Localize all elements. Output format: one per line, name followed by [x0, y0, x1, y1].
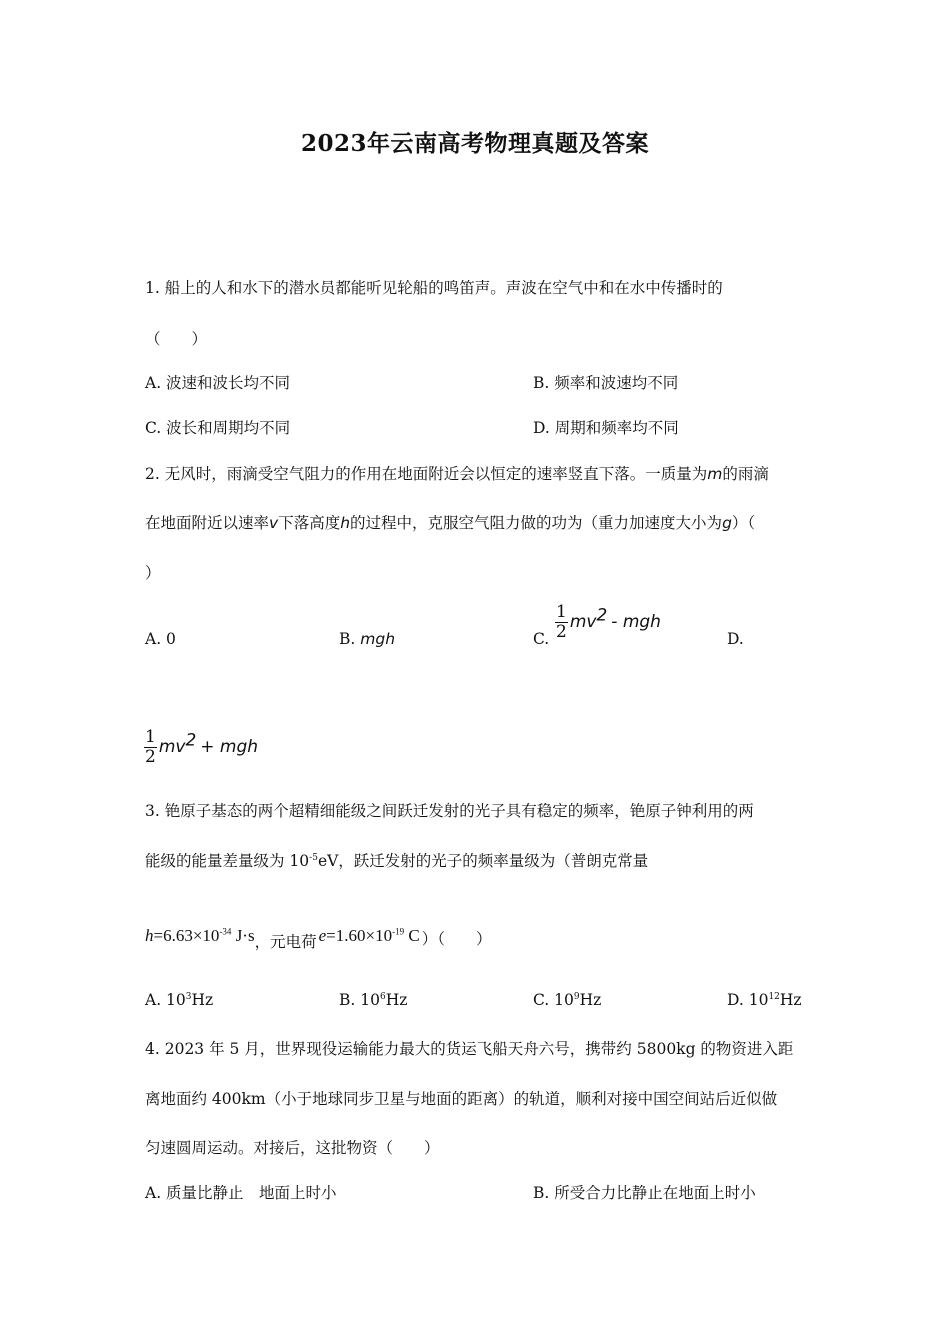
q2-text: 2. 无风时，雨滴受空气阻力的作用在地面附近会以恒定的速率竖直下落。一质量为 — [145, 465, 708, 483]
q3-option-c — [533, 991, 601, 1009]
q2-stem-line1 — [145, 462, 769, 484]
q2-option-d-formula — [144, 728, 258, 767]
numerator: 1 — [145, 727, 156, 747]
option-text: C. 10 — [533, 991, 574, 1009]
q1-option-c: C. 波长和周期均不同 — [145, 419, 291, 437]
formula-term: mv — [158, 737, 186, 757]
mass-variable: m — [707, 465, 723, 483]
option-formula: mgh — [360, 630, 396, 648]
e-unit: C — [404, 926, 420, 945]
q2-option-c-label: C. — [533, 630, 550, 648]
option-label: B. — [339, 630, 356, 648]
unit: Hz — [385, 991, 408, 1009]
option-text: D. 10 — [727, 991, 769, 1009]
exponent: 2 — [185, 730, 197, 751]
q2-option-d-label: D. — [727, 630, 744, 648]
velocity-variable: v — [269, 514, 279, 532]
q3-stem-line1: 3. 铯原子基态的两个超精细能级之间跃迁发射的光子具有稳定的频率，铯原子钟利用的两 — [145, 802, 754, 820]
q3-paren: ）（ ） — [421, 930, 492, 948]
q3-stem-line2 — [145, 849, 648, 871]
q3-option-a — [145, 991, 213, 1009]
q3-text: eV，跃迁发射的光子的频率量级为（普朗克常量 — [317, 852, 649, 870]
q2-option-c-formula — [555, 603, 661, 642]
q1-option-b: B. 频率和波速均不同 — [533, 374, 679, 392]
q2-text: 在地面附近以速率 — [145, 514, 270, 532]
h-value: =6.63×10 — [153, 926, 220, 945]
q2-option-b — [339, 630, 395, 648]
q4-stem-line2: 离地面约 400km（小于地球同步卫星与地面的距离）的轨道，顺利对接中国空间站后近似做 — [145, 1090, 778, 1108]
fraction — [144, 728, 157, 767]
option-text: B. 10 — [339, 991, 380, 1009]
q4-option-b: B. 所受合力比静止在地面上时小 — [533, 1184, 756, 1202]
q1-stem: 1. 船上的人和水下的潜水员都能听见轮船的鸣笛声。声波在空气中和在水中传播时的 — [145, 279, 723, 297]
q2-option-a: A. 0 — [145, 630, 176, 648]
denominator: 2 — [556, 622, 567, 642]
elementary-charge — [319, 926, 420, 945]
e-symbol: e — [318, 926, 327, 945]
q2-stem-line3: ） — [145, 564, 161, 582]
q1-paren: （ ） — [145, 330, 208, 348]
e-value: =1.60×10 — [326, 926, 393, 945]
h-symbol: h — [145, 926, 154, 945]
q2-text: ）（ — [731, 514, 756, 532]
formula-term: mv — [569, 612, 597, 632]
q4-stem-line1: 4. 2023 年 5 月，世界现役运输能力最大的货运飞船天舟六号，携带约 5800kg 的物资进入距 — [145, 1040, 794, 1058]
exponent: 9 — [573, 991, 580, 1002]
exponent: 2 — [596, 605, 608, 626]
exponent: -5 — [309, 852, 318, 863]
formula-term: + mgh — [200, 737, 259, 757]
option-text: A. 10 — [145, 991, 186, 1009]
q4-stem-line3: 匀速圆周运动。对接后，这批物资（ ） — [145, 1139, 440, 1157]
fraction — [555, 603, 568, 642]
q2-text: 的过程中，克服空气阻力做的功为（重力加速度大小为 — [350, 514, 723, 532]
height-variable: h — [340, 514, 351, 532]
planck-constant — [145, 926, 255, 945]
exponent: -19 — [392, 926, 405, 937]
unit: Hz — [779, 991, 802, 1009]
formula-term: - mgh — [611, 612, 661, 632]
exponent: 12 — [768, 991, 780, 1002]
q2-text: 的雨滴 — [722, 465, 769, 483]
q2-text: 下落高度 — [278, 514, 341, 532]
q2-stem-line2 — [145, 511, 755, 533]
gravity-variable: g — [722, 514, 732, 532]
numerator: 1 — [556, 602, 567, 622]
q3-option-d — [727, 991, 802, 1009]
denominator: 2 — [145, 747, 156, 767]
exponent: 6 — [379, 991, 386, 1002]
q3-option-b — [339, 991, 407, 1009]
exponent: 3 — [185, 991, 192, 1002]
exponent: -34 — [219, 926, 232, 937]
q4-option-a: A. 质量比静止 地面上时小 — [145, 1184, 337, 1202]
q1-option-d: D. 周期和频率均不同 — [533, 419, 679, 437]
page-title: 2023年云南高考物理真题及答案 — [300, 130, 649, 157]
h-unit: J·s — [231, 926, 255, 945]
q3-text: ，元电荷 — [254, 933, 317, 951]
q1-option-a: A. 波速和波长均不同 — [145, 374, 291, 392]
q3-text: 能级的能量差量级为 10 — [145, 852, 310, 870]
q3-constants-line — [145, 924, 492, 951]
unit: Hz — [579, 991, 602, 1009]
unit: Hz — [191, 991, 214, 1009]
